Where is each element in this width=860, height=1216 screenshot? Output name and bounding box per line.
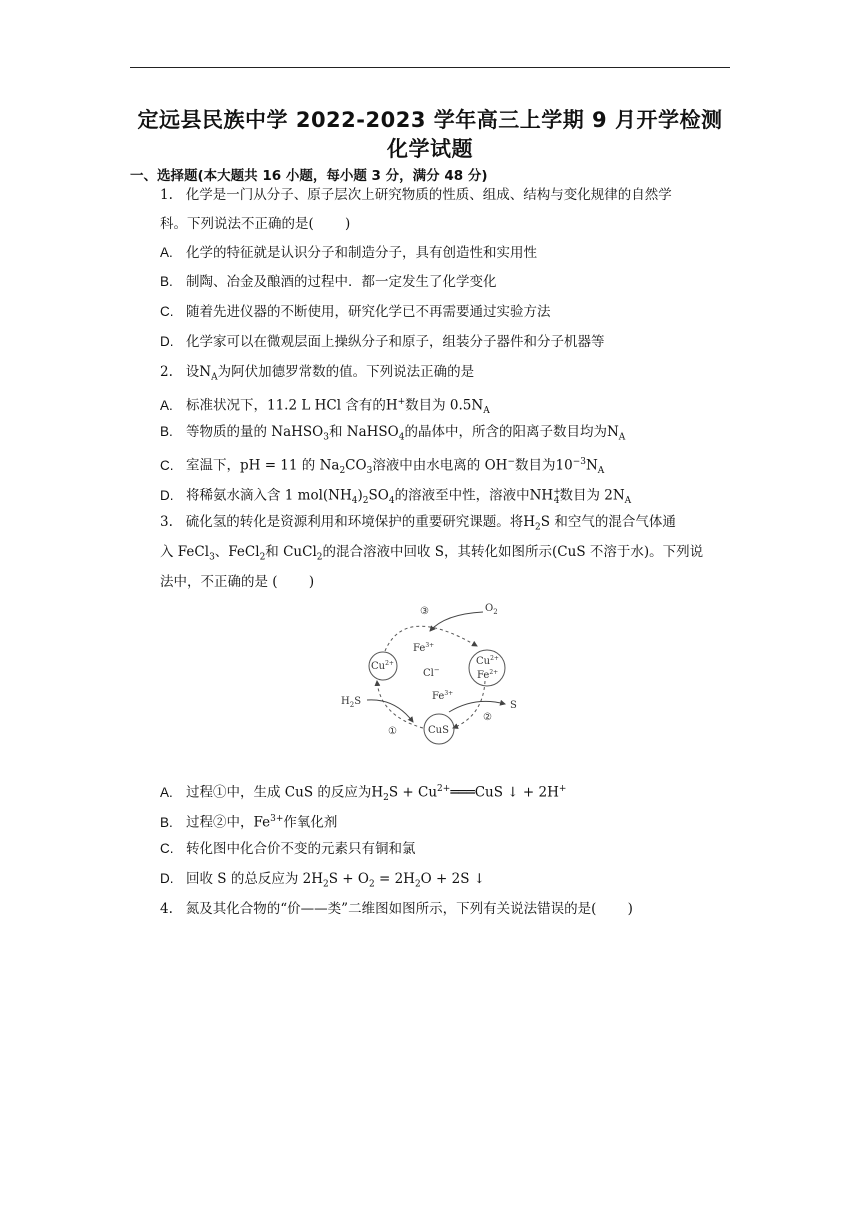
q2-option-c: C. 室温下，pH = 11 的 $Na_2CO_3$溶液中由水电离的 OH−数目为$10^{-3}N_A$: [160, 457, 605, 477]
q1-number: 1.: [160, 187, 173, 203]
s-arrow: [449, 701, 505, 712]
step2-label: ②: [483, 712, 492, 723]
h2s-conversion-diagram: [335, 596, 535, 746]
arc-right: [453, 681, 485, 728]
cu2-left-label: $Cu^{2+}$: [371, 660, 394, 672]
q2-stem: 2. 设$N_A$为阿伏加德罗常数的值。下列说法正确的是: [160, 364, 475, 383]
h2s-label: $H_2S$: [341, 696, 362, 709]
step3-label: ③: [420, 606, 429, 617]
q1-stem-line1: [160, 186, 672, 204]
q1-option-d: D. 化学家可以在微观层面上操纵分子和原子，组装分子器件和分子机器等: [160, 334, 605, 350]
exam-title-line1: 定远县民族中学 2022-2023 学年高三上学期 9 月开学检测: [137, 108, 723, 132]
q3-stem-line3: 法中，不正确的是 ( ): [160, 574, 315, 590]
step1-label: ①: [388, 726, 397, 737]
q1-stem-a: 化学是一门从分子、原子层次上研究物质的性质、组成、结构与变化规律的自然学: [185, 187, 672, 203]
q1-option-a: A. 化学的特征就是认识分子和制造分子，具有创造性和实用性: [160, 245, 537, 261]
header-rule: [130, 67, 730, 68]
q3-option-a: A. 过程①中，生成 CuS 的反应为$H_2S$ + $Cu^{2+}═══CuS$ ↓ + 2H+: [160, 784, 567, 804]
cl-label: Cl−: [423, 666, 440, 679]
o2-label: $O_2$: [485, 603, 498, 616]
s-product-label: S: [510, 700, 517, 711]
q4-stem: 4. 氮及其化合物的“价——类”二维图如图所示，下列有关说法错误的是( ): [160, 901, 633, 917]
fe2-right-label: $Fe^{2+}$: [477, 669, 499, 681]
cu2-right-label: $Cu^{2+}$: [476, 655, 499, 667]
q2-option-a: A. 标准状况下，11.2 L HCl 含有的H+数目为 $0.5N_A$: [160, 397, 490, 417]
q1-option-b: B. 制陶、冶金及酿酒的过程中．都一定发生了化学变化: [160, 274, 497, 290]
q3-option-c: C. 转化图中化合价不变的元素只有铜和氯: [160, 841, 416, 857]
q3-option-d: D. 回收 S 的总反应为 $2H_2S + O_2 = 2H_2O + 2S$ ↓: [160, 871, 486, 890]
section-heading: 一、选择题(本大题共 16 小题，每小题 3 分，满分 48 分): [130, 168, 488, 184]
fe3-top-label: $Fe^{3+}$: [413, 642, 435, 654]
fe3-mid-label: $Fe^{3+}$: [432, 690, 454, 702]
q1-stem-b: 科。下列说法不正确的是( ): [160, 216, 351, 232]
q4-number: 4.: [160, 901, 173, 917]
arc-left: [377, 681, 423, 728]
exam-title-line2: 化学试题: [387, 137, 473, 161]
q2-option-d: D. 将稀氨水滴入含 1 $mol(NH_4)_2SO_4$的溶液至中性，溶液中$NH^+_4$数目为 $2N_A$: [160, 487, 632, 507]
q2-number: 2.: [160, 364, 173, 380]
q3-option-b: B. 过程②中，$Fe^{3+}$作氧化剂: [160, 814, 338, 831]
q1-option-c: C. 随着先进仪器的不断使用，研究化学已不再需要通过实验方法: [160, 304, 551, 320]
cus-label: CuS: [428, 725, 449, 736]
o2-arrow: [430, 612, 483, 631]
q3-stem-line2: 入 FeCl$_3$、FeCl$_2$和 CuCl$_2$的混合溶液中回收 S，其转化如图所示(CuS 不溶于水)。下列说: [160, 544, 704, 563]
q3-stem-line1: 3. 硫化氢的转化是资源利用和环境保护的重要研究课题。将$H_2S$ 和空气的混合气体通: [160, 514, 676, 533]
q3-number: 3.: [160, 514, 173, 530]
q2-option-b: B. 等物质的量的 NaHSO$_3$和 NaHSO$_4$的晶体中，所含的阳离子数目均为$N_A$: [160, 424, 626, 443]
